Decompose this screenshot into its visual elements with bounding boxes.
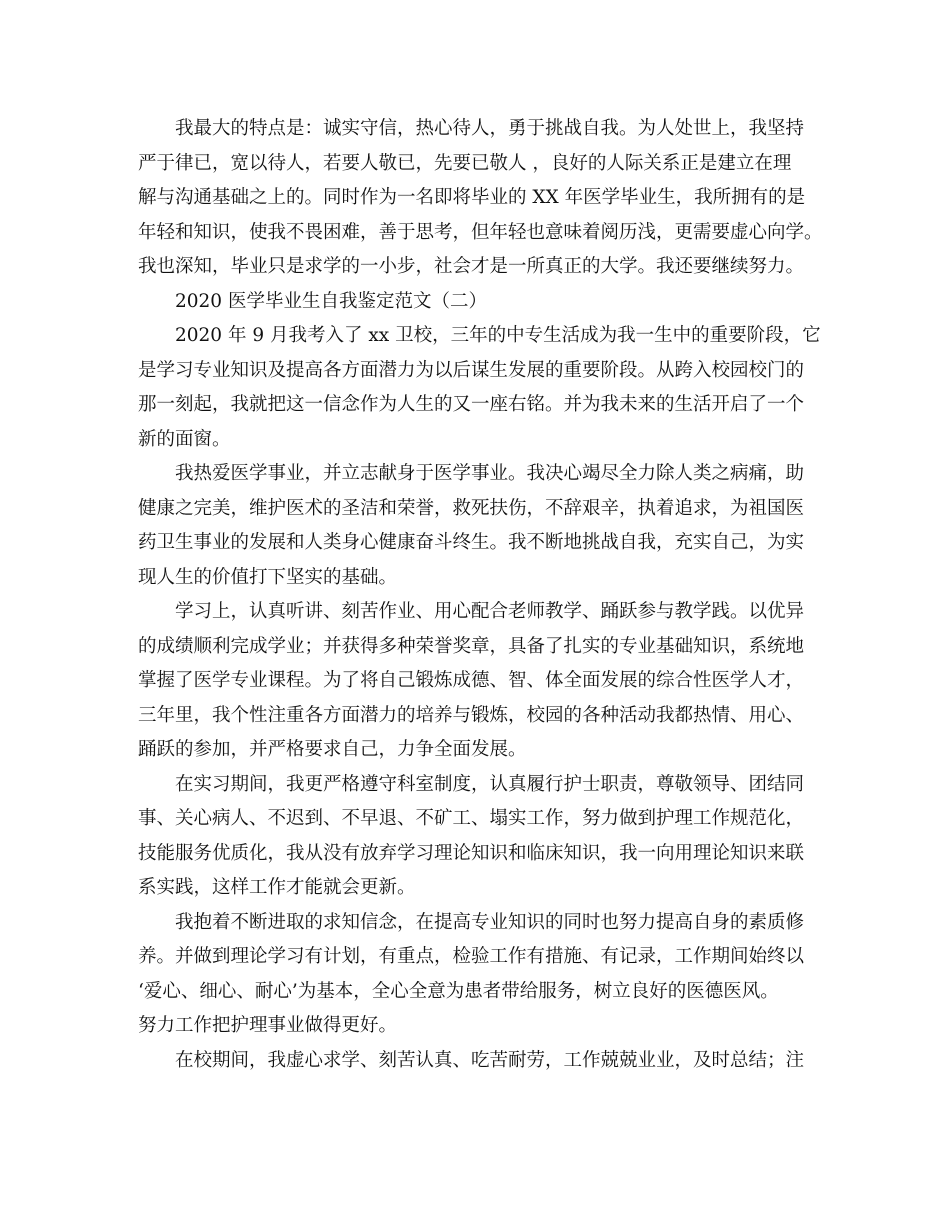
text-line: 在校期间，我虚心求学、刻苦认真、吃苦耐劳，工作兢兢业业，及时总结；注	[175, 1049, 805, 1071]
text-line: 我最大的特点是：诚实守信，热心待人，勇于挑战自我。为人处世上，我坚持	[175, 118, 805, 139]
text-line: 养。并做到理论学习有计划，有重点，检验工作有措施、有记录，工作期间始终以	[138, 946, 805, 967]
text-line: 三年里，我个性注重各方面潜力的培养与锻炼，校园的各种活动我都热情、用心、	[138, 704, 805, 726]
text-line: 努力工作把护理事业做得更好。	[138, 1015, 398, 1036]
text-line: 踊跃的参加，并严格要求自己，力争全面发展。	[138, 739, 527, 760]
text-line: 在实习期间，我更严格遵守科室制度，认真履行护士职责，尊敬领导、团结同	[175, 773, 805, 795]
text-line: 技能服务优质化，我从没有放弃学习理论知识和临床知识，我一向用理论知识来联	[138, 842, 805, 864]
text-line: 现人生的价值打下坚实的基础。	[138, 566, 398, 588]
text-line: 是学习专业知识及提高各方面潜力为以后谋生发展的重要阶段。从跨入校园校门的	[138, 359, 805, 381]
text-line: 学习上，认真听讲、刻苦作业、用心配合老师教学、踊跃参与教学践。以优异	[175, 601, 805, 622]
text-line: 我热爱医学事业，并立志献身于医学事业。我决心竭尽全力除人类之病痛，助	[175, 463, 805, 484]
text-line: 我抱着不断进取的求知信念，在提高专业知识的同时也努力提高自身的素质修	[175, 911, 805, 933]
text-line: 健康之完美，维护医术的圣洁和荣誉，救死扶伤，不辞艰辛，执着追求，为祖国医	[138, 497, 805, 519]
text-line: 我也深知，毕业只是求学的一小步，社会才是一所真正的大学。我还要继续努力。	[138, 256, 805, 277]
text-line: 那一刻起，我就把这一信念作为人生的又一座右铭。并为我未来的生活开启了一个	[138, 394, 805, 415]
text-line: 掌握了医学专业课程。为了将自己锻炼成德、智、体全面发展的综合性医学人才，	[138, 670, 805, 691]
document-body	[138, 112, 821, 1078]
text-line: 解与沟通基础之上的。同时作为一名即将毕业的 XX 年医学毕业生，我所拥有的是	[138, 187, 806, 208]
text-line: 年轻和知识，使我不畏困难，善于思考，但年轻也意味着阅历浅，更需要虚心向学。	[138, 221, 823, 243]
section-heading: 2020 医学毕业生自我鉴定范文（二）	[175, 290, 487, 312]
text-line: 的成绩顺利完成学业；并获得多种荣誉奖章，具备了扎实的专业基础知识，系统地	[138, 635, 805, 657]
text-line: 严于律已，宽以待人，若要人敬已，先要已敬人 ，良好的人际关系正是建立在理	[138, 152, 792, 174]
text-line: 2020 年 9 月我考入了 xx 卫校，三年的中专生活成为我一生中的重要阶段，它	[175, 325, 821, 346]
text-line: 系实践，这样工作才能就会更新。	[138, 877, 416, 898]
text-line: 事、关心病人、不迟到、不早退、不矿工、塌实工作，努力做到护理工作规范化，	[138, 808, 805, 829]
text-line: 药卫生事业的发展和人类身心健康奋斗终生。我不断地挑战自我，充实自己，为实	[138, 532, 805, 553]
text-line: ‘爱心、细心、耐心’为基本，全心全意为患者带给服务，树立良好的医德医风。	[138, 980, 779, 1002]
text-line: 新的面窗。	[138, 428, 231, 450]
